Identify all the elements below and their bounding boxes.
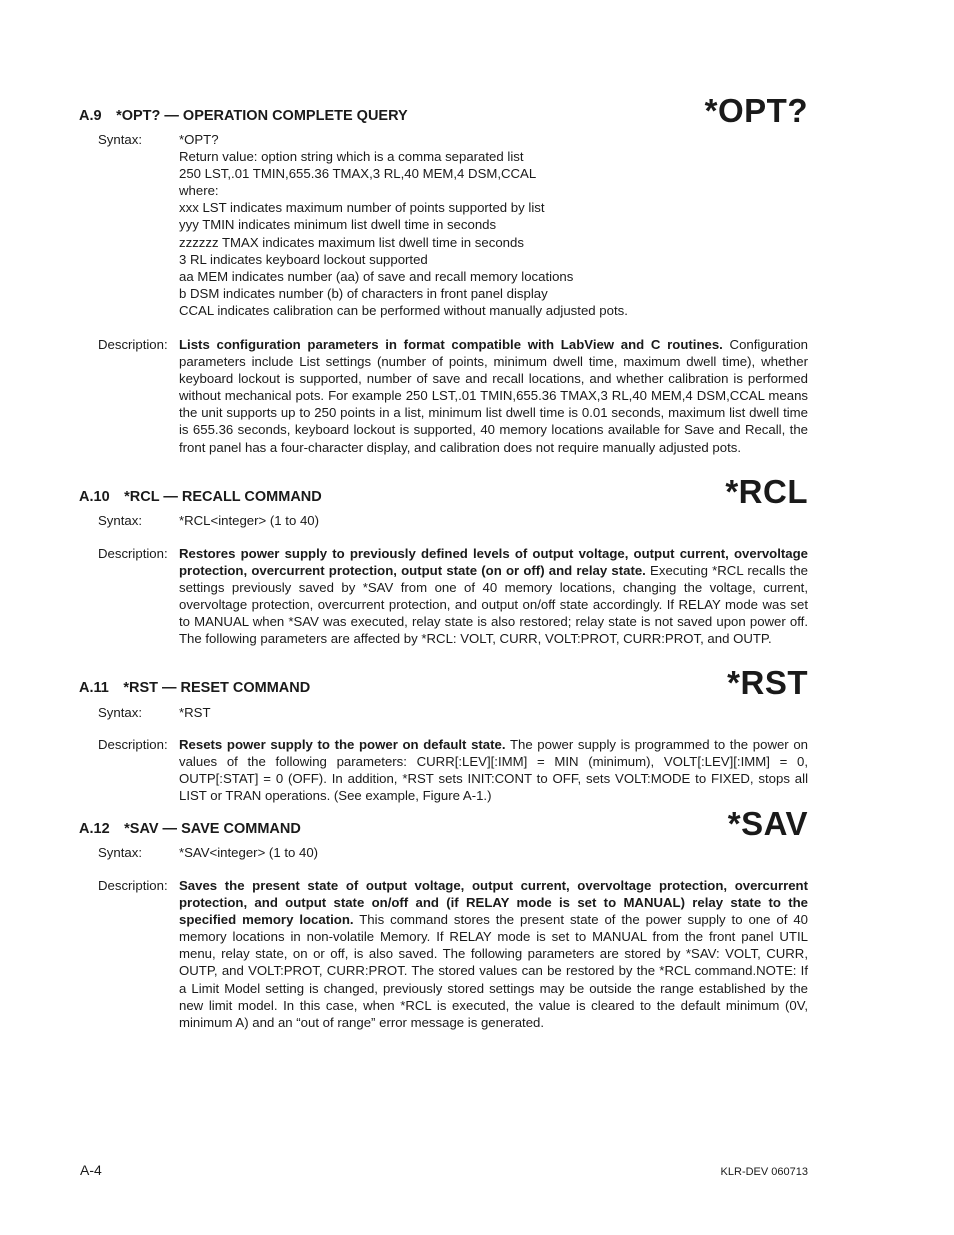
page-number: A-4 [80, 1162, 102, 1178]
description-label: Description: [98, 737, 168, 752]
document-id: KLR-DEV 060713 [720, 1166, 808, 1178]
description-lead: Lists configuration parameters in format compatible with LabView and C routines. [179, 337, 723, 352]
syntax-line: aa MEM indicates number (aa) of save and recall memory locations [179, 268, 574, 284]
syntax-line: b DSM indicates number (b) of characters in front panel display [179, 285, 548, 301]
description-body: The power supply is programmed to the power on values of the following parameters: CURR[:LEV][:IMM] = MIN (minimum), VOLT[:LEV][:IMM] = 0, OUTP[:STAT] = 0 (OFF). In addition, *RST sets INIT:CONT to OFF, sets VOLT:MODE to FIXED, stops all LIST or TRAN operations. (See example, Figure A-1.) [179, 737, 809, 804]
syntax-line: 3 RL indicates keyboard lockout supported [179, 251, 428, 267]
description-lead: Resets power supply to the power on default state. [179, 737, 506, 752]
syntax-line: CCAL indicates calibration can be performed without manually adjusted pots. [179, 302, 628, 318]
command-heading-rst: *RST [727, 664, 808, 701]
section-title-rcl: A.10 *RCL — RECALL COMMAND [79, 489, 322, 505]
syntax-line: where: [179, 183, 219, 199]
syntax-line: zzzzzz TMAX indicates maximum list dwell time in seconds [179, 234, 524, 250]
syntax-sav: *SAV<integer> (1 to 40) [179, 845, 319, 860]
syntax-label: Syntax: [98, 845, 142, 860]
command-heading-rcl: *RCL [725, 473, 808, 510]
description-lead: Saves the present state of output voltage, output current, overvoltage protection, overcurrent protection, and output state on/off and (if RELAY mode is set to MANUAL) relay state to the specified memory location. [179, 878, 808, 928]
section-title-rst: A.11 *RST — RESET COMMAND [79, 680, 311, 696]
command-heading-opt: *OPT? [704, 92, 808, 129]
syntax-rst: *RST [179, 705, 211, 720]
description-label: Description: [98, 878, 168, 893]
syntax-line: Return value: option string which is a comma separated list [179, 149, 524, 165]
description-sav [179, 877, 808, 1031]
description-body: This command stores the present state of the power supply to one of 40 memory locations in non-volatile Memory. If RELAY mode is set to MANUAL from the front panel UTIL menu, relay state, on or off, is also saved. The following parameters are stored by *SAV: VOLT, CURR, OUTP, and VOLT:PROT, CURR:PROT. The stored values can be restored by the *RCL command.NOTE: If a Limit Model setting is changed, previously stored settings may be outside the range established by the new limit model. In this case, when *RCL is executed, the value is cleared to the default minimum (0V, minimum A) and an “out of range” error message is generated. [179, 912, 808, 1030]
syntax-label: Syntax: [98, 513, 142, 528]
command-heading-sav: *SAV [727, 805, 808, 842]
syntax-line: xxx LST indicates maximum number of points supported by list [179, 200, 545, 216]
syntax-label: Syntax: [98, 132, 142, 147]
description-lead: Restores power supply to previously defined levels of output voltage, output current, overvoltage protection, overcurrent protection, output state (on or off) and relay state. [179, 546, 808, 579]
description-opt [179, 336, 808, 456]
syntax-rcl: *RCL<integer> (1 to 40) [179, 513, 320, 528]
description-rst [179, 736, 808, 804]
description-rcl [179, 545, 808, 648]
section-title-opt: A.9 *OPT? — OPERATION COMPLETE QUERY [79, 108, 408, 124]
description-body: Executing *RCL recalls the settings previously saved by *SAV from one of 40 memory locations, changing the voltage, current, overvoltage protection, overcurrent protection, and output on/off state accordingly. If RELAY mode was set to MANUAL when *SAV was executed, relay state is also restored; relay state is not saved upon power off. The following parameters are affected by *RCL: VOLT, CURR, VOLT:PROT, CURR:PROT, and OUTP. [179, 563, 808, 647]
syntax-block-opt [179, 131, 808, 319]
syntax-line: 250 LST,.01 TMIN,655.36 TMAX,3 RL,40 MEM,4 DSM,CCAL [179, 166, 537, 182]
section-title-sav: A.12 *SAV — SAVE COMMAND [79, 821, 301, 837]
description-body: Configuration parameters include List settings (number of points, minimum dwell time, maximum dwell time), whether keyboard lockout is supported, number of save and recall locations, and whether calibration is performed without mechanical pots. For example 250 LST,.01 TMIN,655.36 TMAX,3 RL,40 MEM,4 DSM,CCAL means the unit supports up to 250 points in a list, minimum list dwell time is 0.01 seconds, maximum list dwell time is 655.36 seconds, keyboard lockout is supported, 40 memory locations available for Save and Recall, the front panel has a four-character display, and calibration does not require manually adjusted pots. [179, 337, 808, 455]
syntax-label: Syntax: [98, 705, 142, 720]
syntax-line: *OPT? [179, 132, 219, 147]
syntax-line: yyy TMIN indicates minimum list dwell time in seconds [179, 217, 497, 233]
description-label: Description: [98, 337, 168, 352]
description-label: Description: [98, 546, 168, 561]
